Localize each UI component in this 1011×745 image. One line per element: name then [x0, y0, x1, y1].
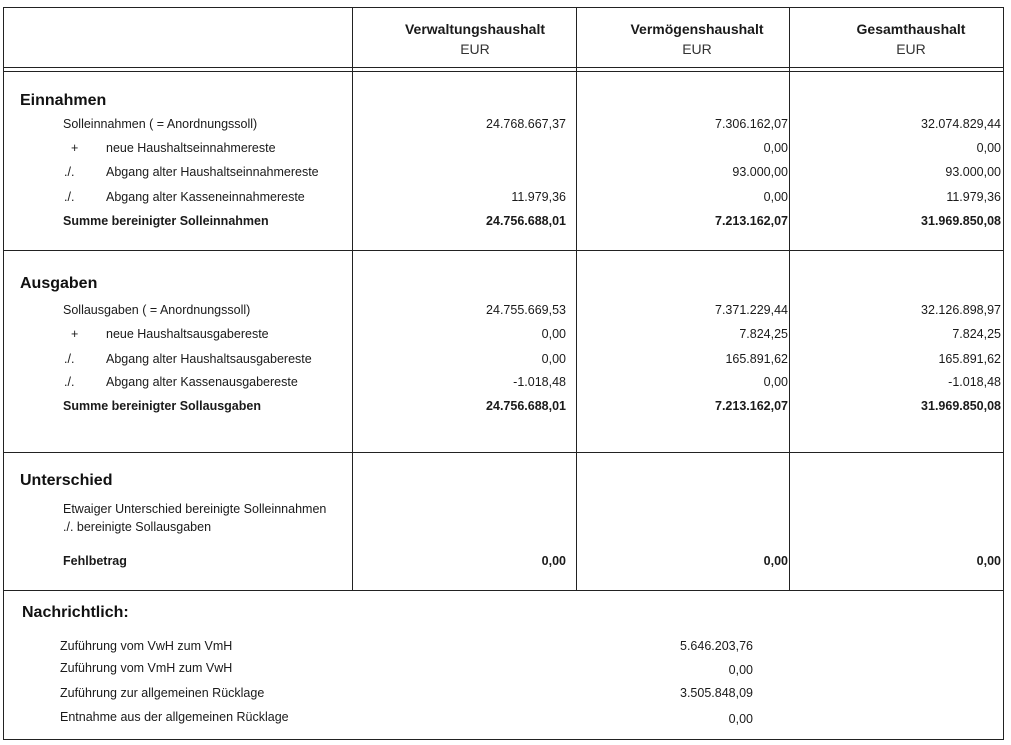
header-divider [3, 67, 1004, 68]
item-value: 5.646.203,76 [680, 639, 753, 653]
row-label: Summe bereinigter Solleinnahmen [63, 214, 269, 228]
item-value: 0,00 [728, 663, 753, 677]
cell-value: 7.824,25 [739, 327, 788, 341]
cell-value: 0,00 [541, 327, 566, 341]
cell-value: 7.306.162,07 [715, 117, 788, 131]
header-divider-double [3, 71, 1004, 72]
section-title: Ausgaben [20, 275, 98, 292]
row-prefix: ./. [64, 352, 75, 366]
col3-title: Gesamthaushalt [856, 21, 966, 37]
cell-value: 24.755.669,53 [486, 303, 566, 317]
item-value: 3.505.848,09 [680, 686, 753, 700]
section-title: Einnahmen [20, 92, 107, 109]
row-prefix: ./. [64, 375, 75, 389]
cell-value: 31.969.850,08 [921, 399, 1001, 413]
section-title: Unterschied [20, 472, 113, 489]
row-prefix: + [71, 141, 79, 155]
col2-title: Vermögenshaushalt [630, 21, 764, 37]
unterschied-divider [3, 590, 1004, 591]
cell-value: 24.756.688,01 [486, 214, 566, 228]
row-label: Summe bereinigter Sollausgaben [63, 399, 261, 413]
cell-value: 32.074.829,44 [921, 117, 1001, 131]
cell-value: 24.756.688,01 [486, 399, 566, 413]
col2-unit: EUR [682, 41, 712, 57]
row-prefix: + [71, 327, 79, 341]
item-label: Zuführung vom VwH zum VmH [60, 639, 233, 653]
cell-value: 0,00 [976, 141, 1001, 155]
fehlbetrag-value-vmh: 0,00 [763, 554, 788, 568]
cell-value: 0,00 [541, 352, 566, 366]
cell-value: 24.768.667,37 [486, 117, 566, 131]
col3-unit: EUR [896, 41, 926, 57]
row-label: neue Haushaltsausgabereste [106, 327, 269, 341]
row-label: Abgang alter Kassenausgabereste [106, 375, 298, 389]
item-label: Entnahme aus der allgemeinen Rücklage [60, 710, 289, 724]
item-value: 0,00 [728, 712, 753, 726]
cell-value: -1.018,48 [513, 375, 566, 389]
cell-value: 11.979,36 [511, 190, 566, 204]
cell-value: 7.213.162,07 [715, 214, 788, 228]
cell-value: 93.000,00 [732, 165, 788, 179]
row-prefix: ./. [64, 190, 75, 204]
cell-value: 0,00 [763, 190, 788, 204]
row-label: Solleinnahmen ( = Anordnungssoll) [63, 117, 258, 131]
item-label: Zuführung vom VmH zum VwH [60, 661, 233, 675]
cell-value: 7.213.162,07 [715, 399, 788, 413]
fehlbetrag-value-vwh: 0,00 [541, 554, 566, 568]
row-label: neue Haushaltseinnahmereste [106, 141, 276, 155]
column-divider-3 [789, 7, 790, 590]
cell-value: 31.969.850,08 [921, 214, 1001, 228]
item-label: Zuführung zur allgemeinen Rücklage [60, 686, 265, 700]
section-title: Nachrichtlich: [22, 604, 129, 621]
cell-value: 0,00 [763, 375, 788, 389]
fehlbetrag-value-gesamt: 0,00 [976, 554, 1001, 568]
row-label: Abgang alter Kasseneinnahmereste [106, 190, 305, 204]
cell-value: -1.018,48 [948, 375, 1001, 389]
column-divider-2 [576, 7, 577, 590]
cell-value: 7.824,25 [952, 327, 1001, 341]
einnahmen-divider [3, 250, 1004, 251]
note-line-1: Etwaiger Unterschied bereinigte Solleinnahmen [63, 502, 327, 516]
row-label: Abgang alter Haushaltsausgabereste [106, 352, 312, 366]
cell-value: 7.371.229,44 [715, 303, 788, 317]
row-label: Abgang alter Haushaltseinnahmereste [106, 165, 319, 179]
ausgaben-divider [3, 452, 1004, 453]
fehlbetrag-label: Fehlbetrag [63, 554, 127, 568]
cell-value: 32.126.898,97 [921, 303, 1001, 317]
cell-value: 165.891,62 [938, 352, 1001, 366]
note-line-2: ./. bereinigte Sollausgaben [63, 520, 212, 534]
col1-unit: EUR [460, 41, 490, 57]
cell-value: 0,00 [763, 141, 788, 155]
cell-value: 165.891,62 [725, 352, 788, 366]
column-divider-1 [352, 7, 353, 590]
cell-value: 11.979,36 [946, 190, 1001, 204]
row-label: Sollausgaben ( = Anordnungssoll) [63, 303, 251, 317]
cell-value: 93.000,00 [945, 165, 1001, 179]
col1-title: Verwaltungshaushalt [404, 21, 546, 37]
row-prefix: ./. [64, 165, 75, 179]
